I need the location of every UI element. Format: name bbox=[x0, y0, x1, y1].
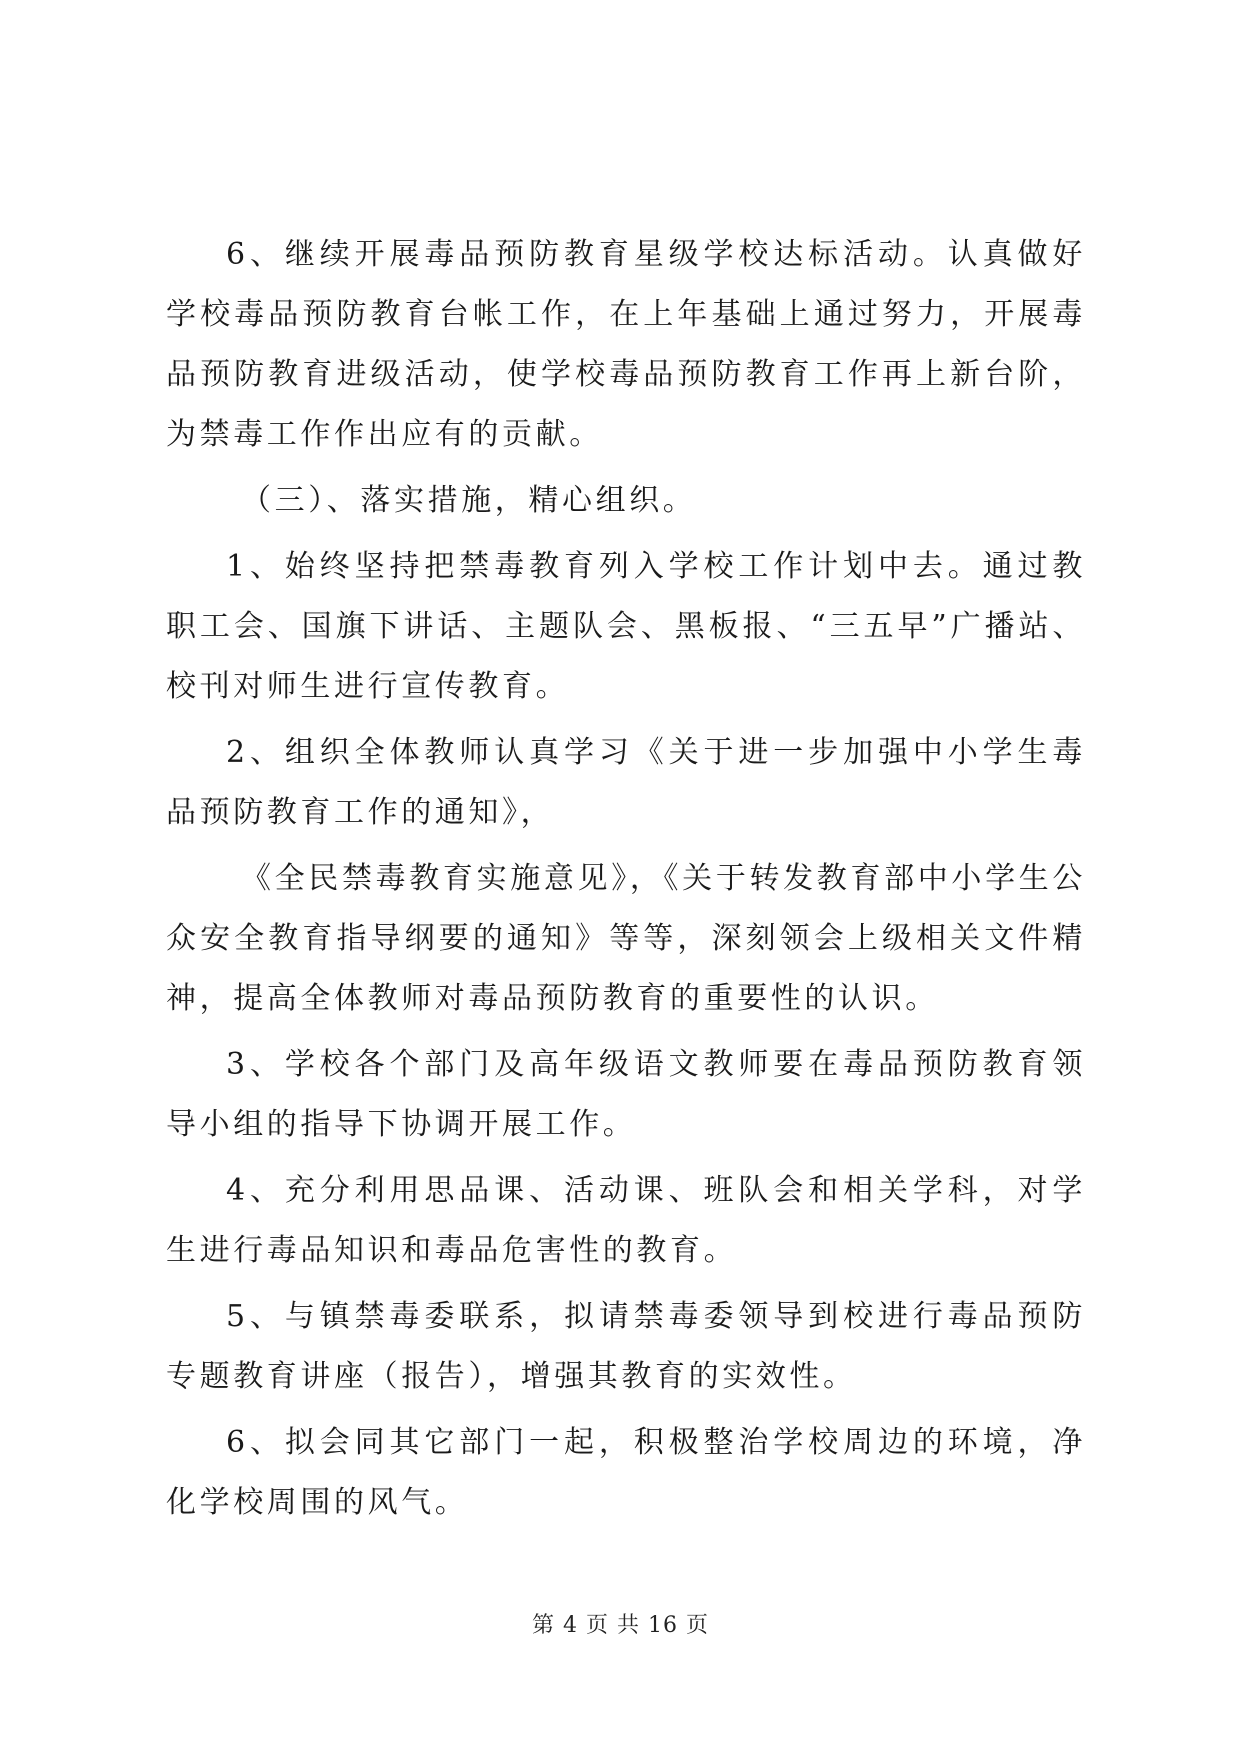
paragraph-item-2-continued: 《全民禁毒教育实施意见》，《关于转发教育部中小学生公众安全教育指导纲要的通知》等等，深刻领会上级相关文件精神，提高全体教师对毒品预防教育的重要性的认识。 bbox=[166, 861, 1086, 1016]
document-body bbox=[166, 225, 1086, 1533]
paragraph-item-5-lecture: 5、与镇禁毒委联系，拟请禁毒委领导到校进行毒品预防专题教育讲座（报告），增强其教育的实效性。 bbox=[166, 1299, 1086, 1394]
paragraph-item-6-environment: 6、拟会同其它部门一起，积极整治学校周边的环境，净化学校周围的风气。 bbox=[166, 1425, 1086, 1520]
paragraph-item-1-plan: 1、始终坚持把禁毒教育列入学校工作计划中去。通过教职工会、国旗下讲话、主题队会、黑板报、“三五早”广播站、校刊对师生进行宣传教育。 bbox=[166, 549, 1086, 704]
section-heading-measures: （三）、落实措施，精心组织。 bbox=[241, 483, 697, 518]
paragraph-item-3-departments: 3、学校各个部门及高年级语文教师要在毒品预防教育领导小组的指导下协调开展工作。 bbox=[166, 1047, 1086, 1142]
page-number-footer: 第 4 页 共 16 页 bbox=[532, 1613, 709, 1638]
paragraph-item-4-courses: 4、充分利用思品课、活动课、班队会和相关学科，对学生进行毒品知识和毒品危害性的教育。 bbox=[166, 1173, 1086, 1268]
paragraph-item-2-study: 2、组织全体教师认真学习《关于进一步加强中小学生毒品预防教育工作的通知》， bbox=[166, 735, 1086, 830]
paragraph-item-6-star-school: 6、继续开展毒品预防教育星级学校达标活动。认真做好学校毒品预防教育台帐工作，在上年基础上通过努力，开展毒品预防教育进级活动，使学校毒品预防教育工作再上新台阶，为禁毒工作作出应有的贡献。 bbox=[166, 237, 1086, 452]
